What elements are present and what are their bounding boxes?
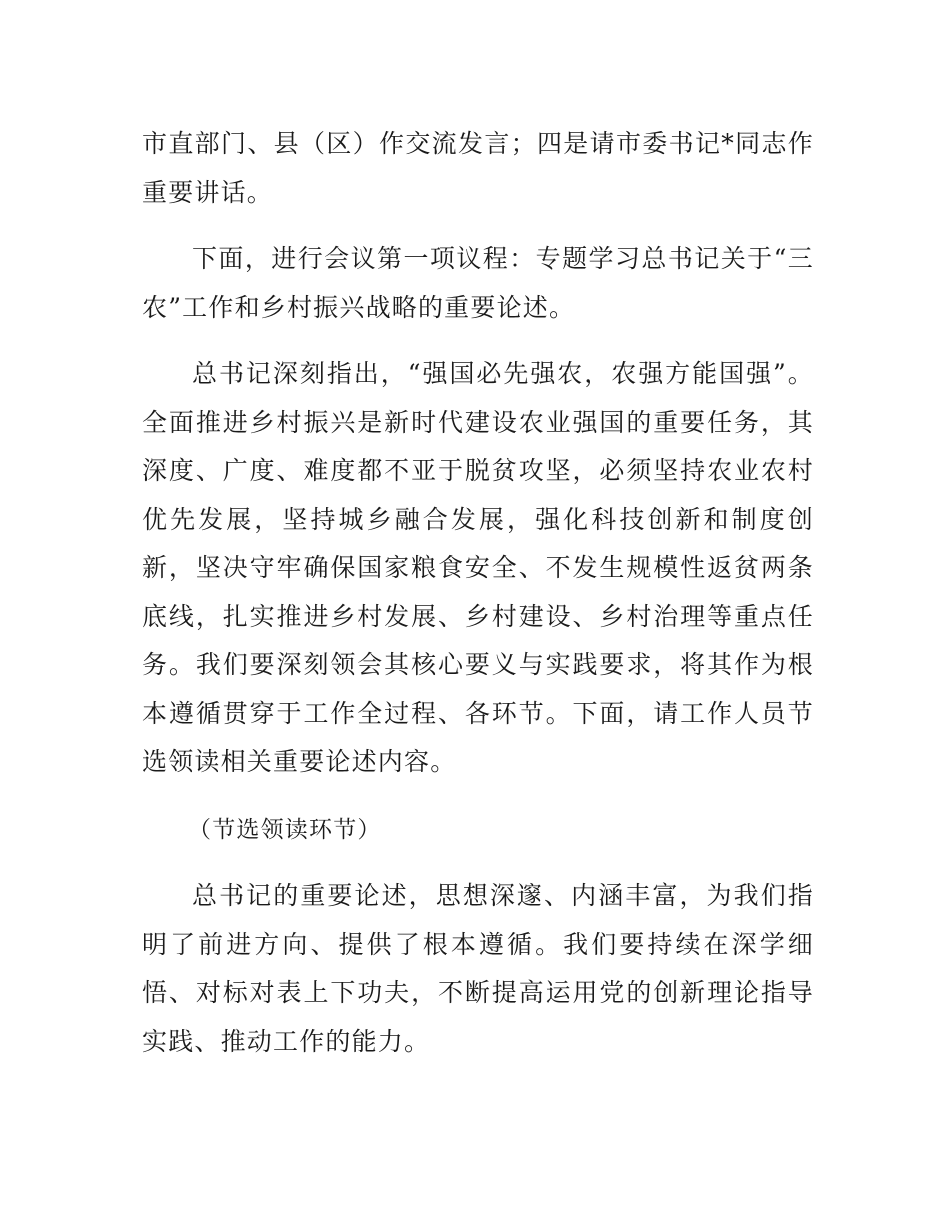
paragraph-main-discussion: 总书记深刻指出，“强国必先强农，农强方能国强”。全面推进乡村振兴是新时代建设农业强国的重要任务，其深度、广度、难度都不亚于脱贫攻坚，必须坚持农业农村优先发展，坚持城乡融合发展，强化科技创新和制度创新，坚决守牢确保国家粮食安全、不发生规模性返贫两条底线，扎实推进乡村发展、乡村建设、乡村治理等重点任务。我们要深刻领会其核心要义与实践要求，将其作为根本遵循贯穿于工作全过程、各环节。下面，请工作人员节选领读相关重要论述内容。 <box>142 359 814 776</box>
paragraph-reading-note: （节选领读环节） <box>188 816 382 843</box>
paragraph-closing: 总书记的重要论述，思想深邃、内涵丰富，为我们指明了前进方向、提供了根本遵循。我们要持续在深学细悟、对标对表上下功夫，不断提高运用党的创新理论指导实践、推动工作的能力。 <box>142 881 814 1056</box>
paragraph-agenda-end: 市直部门、县（区）作交流发言；四是请市委书记*同志作重要讲话。 <box>142 129 814 207</box>
paragraph-first-item: 下面，进行会议第一项议程：专题学习总书记关于“三农”工作和乡村振兴战略的重要论述。 <box>142 244 814 322</box>
document-page <box>142 120 814 1066</box>
